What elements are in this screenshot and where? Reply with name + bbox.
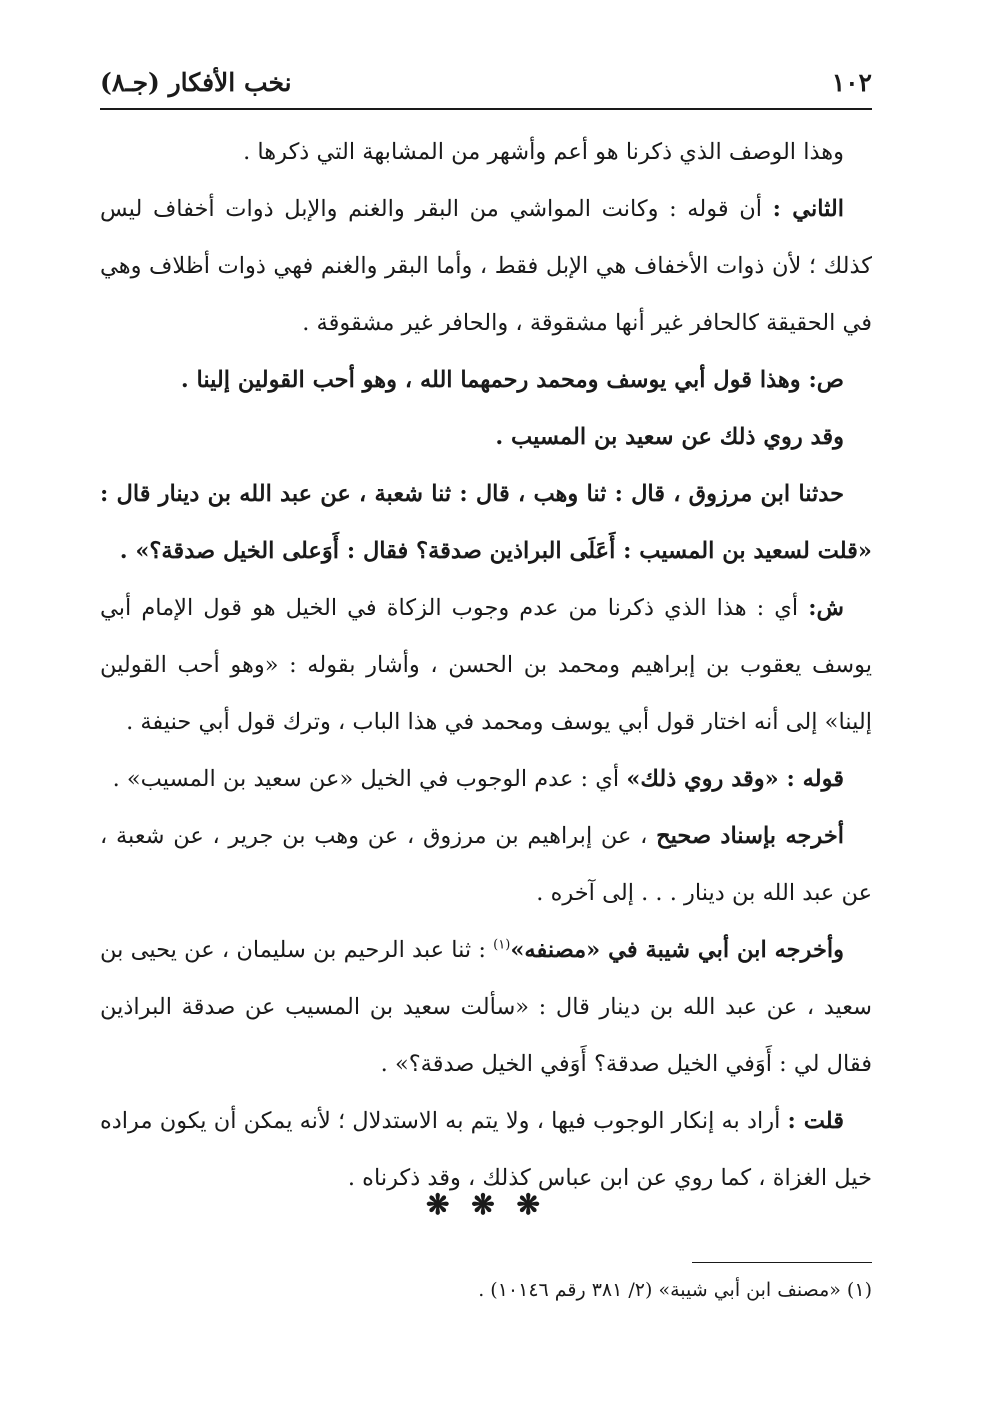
paragraph-6-text: أي : هذا الذي ذكرنا من عدم وجوب الزكاة في الخيل هو قول الإمام أبي يوسف يعقوب بن إبراهيم ومحمد بن الحسن ، وأشار بقوله : «وهو أحب القولين إلينا» إلى أنه اختار قول أبي يوسف ومحمد في هذا الباب ، وترك قول أبي حنيفة . — [100, 595, 872, 735]
paragraph-6 — [100, 580, 872, 751]
paragraph-9 — [100, 922, 872, 1093]
paragraph-1-text: وهذا الوصف الذي ذكرنا هو أعم وأشهر من المشابهة التي ذكرها . — [243, 139, 844, 165]
paragraph-7-text: أي : عدم الوجوب في الخيل «عن سعيد بن المسيب» . — [112, 766, 627, 792]
paragraph-5 — [100, 466, 872, 580]
footnote-reference[interactable]: (١) — [493, 937, 511, 953]
paragraph-4-text: وقد روي ذلك عن سعيد بن المسيب . — [495, 424, 844, 450]
book-title: نخب الأفكار (جـ٨) — [100, 67, 292, 97]
paragraph-6-lead: ش: — [808, 595, 844, 621]
paragraph-8 — [100, 808, 872, 922]
paragraph-3 — [100, 352, 872, 409]
paragraph-10-lead: قلت : — [787, 1108, 844, 1134]
section-separator: ❋ ❋ ❋ — [426, 1188, 546, 1221]
header-rule — [100, 108, 872, 110]
paragraph-9-text: : ثنا عبد الرحيم بن سليمان ، عن يحيى بن سعيد ، عن عبد الله بن دينار قال : «سألت سعيد بن المسيب عن صدقة البراذين فقال لي : أَوَفي الخيل صدقة؟ أَوَفي الخيل صدقة؟» . — [100, 937, 872, 1077]
paragraph-1 — [100, 124, 872, 181]
main-text — [100, 124, 872, 1207]
paragraph-8-text: ، عن إبراهيم بن مرزوق ، عن وهب بن جرير ، عن شعبة ، عن عبد الله بن دينار . . . إلى آخره . — [100, 823, 872, 906]
page-number: ١٠٢ — [831, 67, 872, 97]
paragraph-10-text: أراد به إنكار الوجوب فيها ، ولا يتم به الاستدلال ؛ لأنه يمكن أن يكون مراده خيل الغزاة ، كما روي عن ابن عباس كذلك ، وقد ذكرناه . — [100, 1108, 872, 1191]
paragraph-9-lead: وأخرجه ابن أبي شيبة في «مصنفه» — [510, 937, 844, 963]
paragraph-5-text: حدثنا ابن مرزوق ، قال : ثنا وهب ، قال : ثنا شعبة ، عن عبد الله بن دينار قال : «قلت لسعيد بن المسيب : أَعَلَى البراذين صدقة؟ فقال : أَوَعلى الخيل صدقة؟» . — [100, 481, 872, 564]
paragraph-4 — [100, 409, 872, 466]
paragraph-3-text: ص: وهذا قول أبي يوسف ومحمد رحمهما الله ، وهو أحب القولين إلينا . — [180, 367, 844, 393]
paragraph-8-lead: أخرجه بإسناد صحيح — [656, 823, 844, 849]
running-header — [100, 58, 872, 106]
paragraph-2 — [100, 181, 872, 352]
paragraph-7 — [100, 751, 872, 808]
footnote: (١) «مصنف ابن أبي شيبة» (٢/ ٣٨١ رقم ١٠١٤٦) . — [478, 1279, 872, 1301]
paragraph-2-text: أن قوله : وكانت المواشي من البقر والغنم والإبل ذوات أخفاف ليس كذلك ؛ لأن ذوات الأخفاف هي الإبل فقط ، وأما البقر والغنم فهي ذوات أظلاف وهي في الحقيقة كالحافر غير أنها مشقوقة ، والحافر غير مشقوقة . — [100, 196, 872, 336]
paragraph-7-lead: قوله : «وقد روي ذلك» — [626, 766, 844, 792]
footnote-rule — [692, 1262, 872, 1263]
paragraph-2-lead: الثاني : — [772, 196, 844, 222]
